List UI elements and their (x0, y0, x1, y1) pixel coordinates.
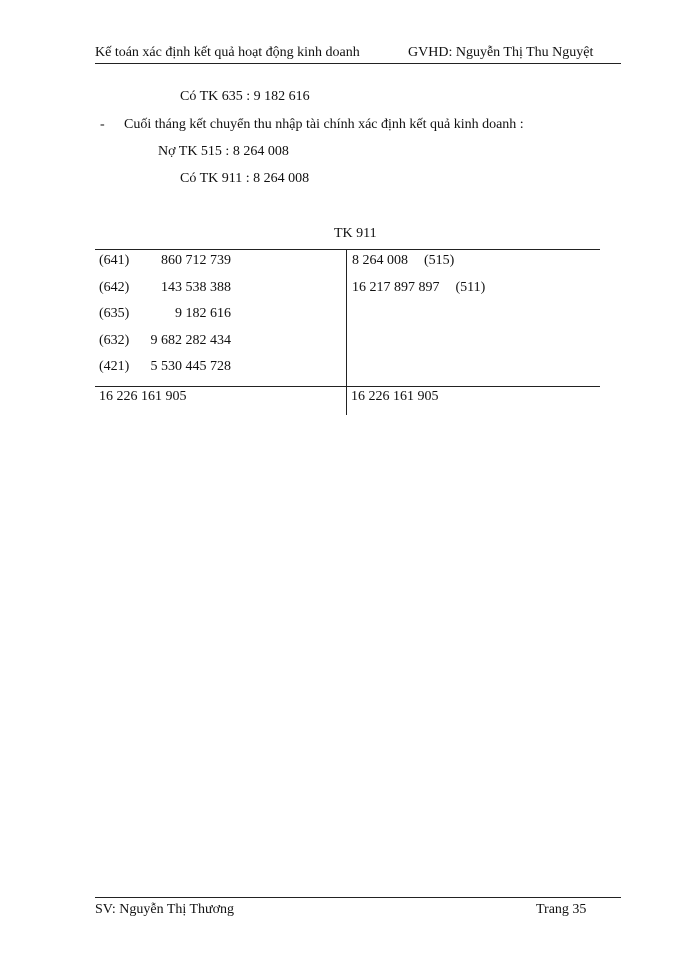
header-left: Kế toán xác định kết quả hoạt động kinh doanh (95, 45, 360, 60)
credit-row (352, 253, 454, 269)
debit-row-amount: 9 682 282 434 (150, 332, 231, 348)
header-divider (95, 63, 621, 64)
debit-row-code: (632) (99, 332, 130, 348)
debit-row-code: (641) (99, 253, 130, 268)
t-account-top-line (95, 249, 600, 250)
bullet-dash: - (100, 117, 105, 132)
debit-row (99, 359, 231, 375)
header-right: GVHD: Nguyễn Thị Thu Nguyệt (408, 45, 594, 60)
debit-row (99, 306, 231, 322)
debit-row (99, 333, 231, 349)
debit-row-amount: 5 530 445 728 (150, 359, 231, 374)
transfer-description: Cuối tháng kết chuyển thu nhập tài chính xác định kết quả kinh doanh : (124, 117, 524, 132)
debit-row-code: (635) (99, 306, 130, 321)
debit-row (99, 280, 231, 296)
footer-left: SV: Nguyễn Thị Thương (95, 902, 235, 917)
debit-row (99, 253, 231, 269)
credit-row-amount: 8 264 008 (352, 253, 408, 268)
credit-entry-911: Có TK 911 : 8 264 008 (180, 171, 310, 186)
debit-total: 16 226 161 905 (99, 389, 187, 404)
debit-row-amount: 143 538 388 (161, 279, 231, 295)
t-account-title: TK 911 (334, 226, 377, 241)
debit-row-amount: 860 712 739 (161, 253, 231, 268)
t-account-total-line (95, 386, 600, 387)
footer-right: Trang 35 (536, 902, 587, 917)
debit-row-code: (642) (99, 279, 130, 295)
debit-entry-515: Nợ TK 515 : 8 264 008 (158, 144, 289, 159)
credit-row-amount: 16 217 897 897 (352, 279, 440, 295)
credit-entry-635: Có TK 635 : 9 182 616 (180, 89, 310, 104)
credit-total: 16 226 161 905 (351, 389, 439, 404)
footer-divider (95, 897, 621, 898)
credit-row (352, 280, 485, 296)
t-account-divider (346, 249, 347, 415)
credit-row-code: (515) (424, 253, 455, 268)
debit-row-code: (421) (99, 359, 130, 374)
debit-row-amount: 9 182 616 (175, 306, 231, 321)
credit-row-code: (511) (455, 279, 486, 295)
